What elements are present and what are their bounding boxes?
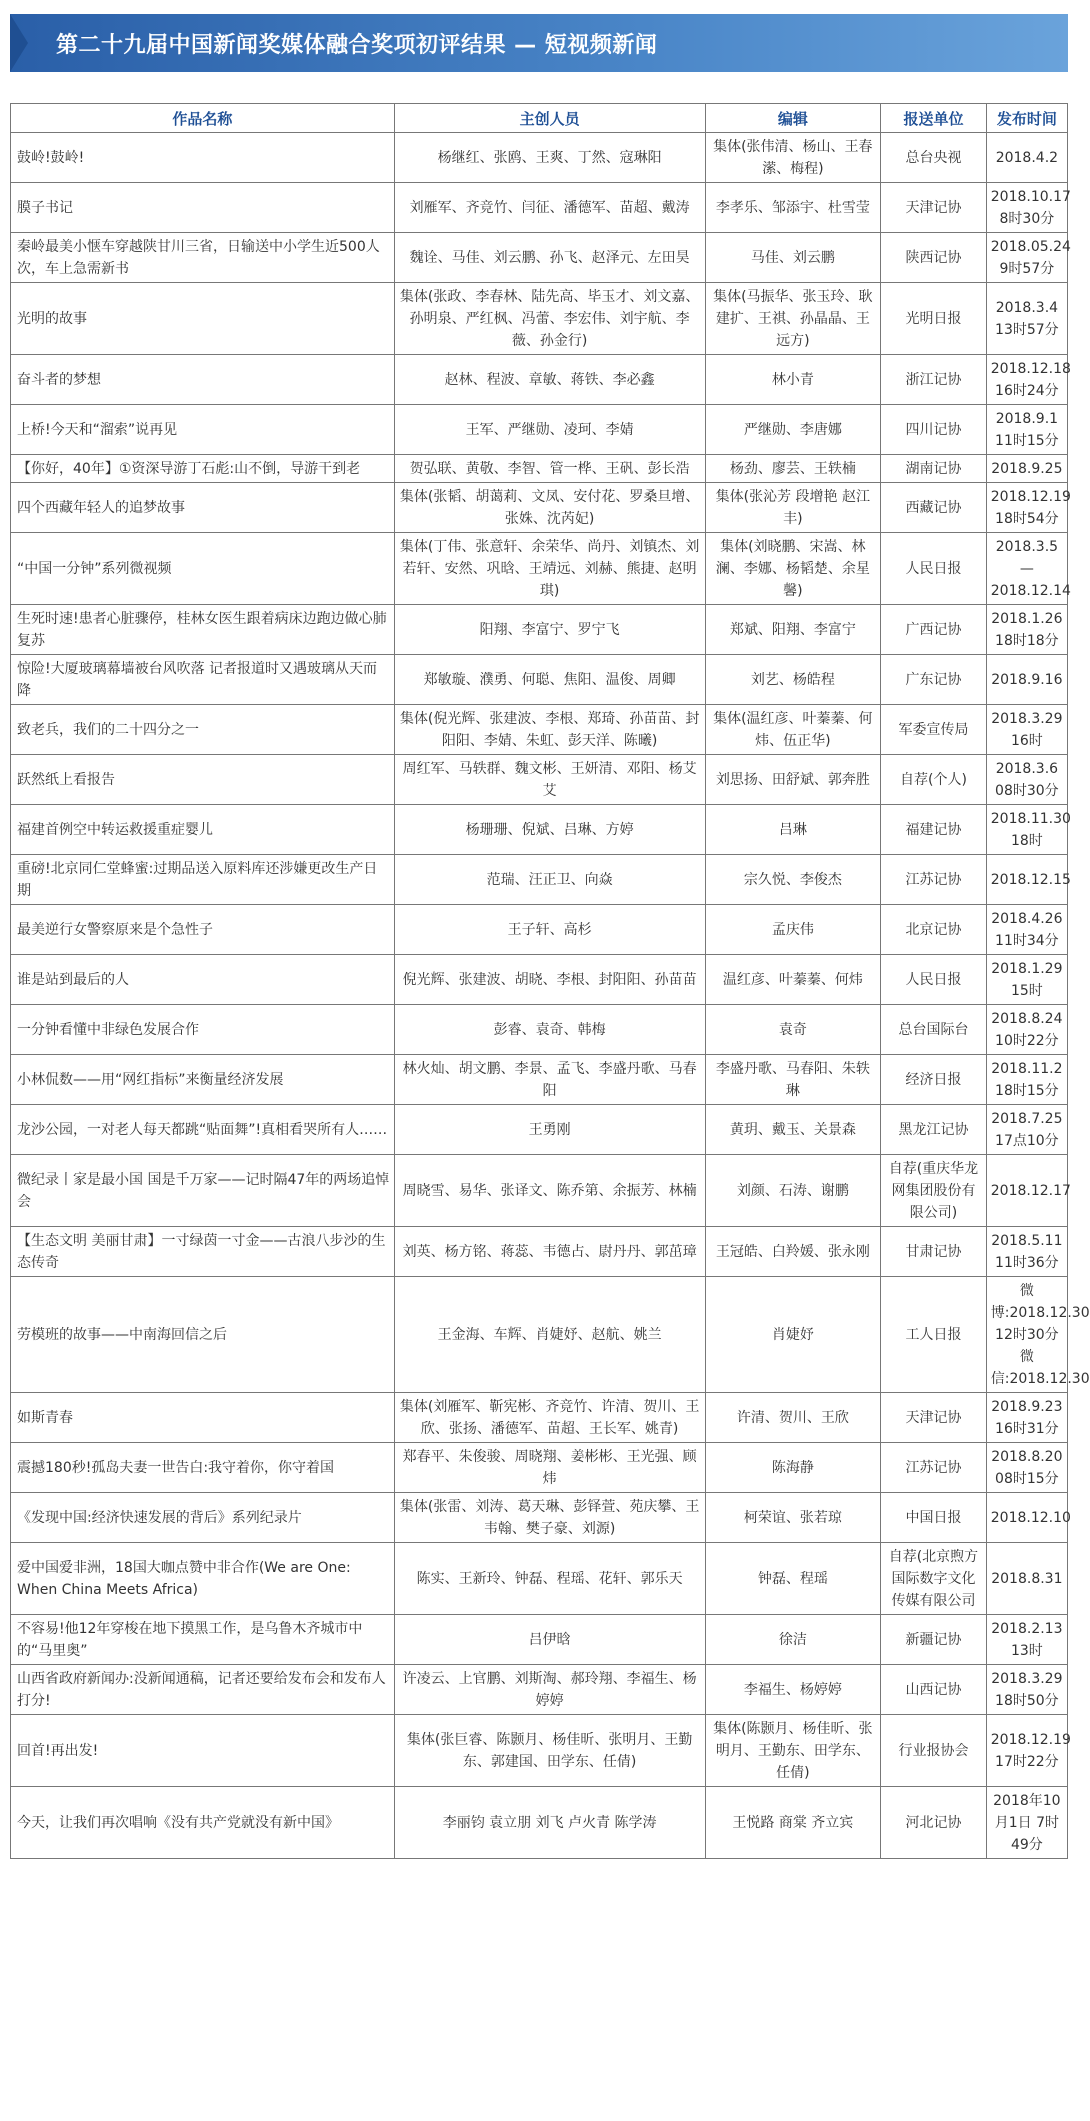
table-row (11, 483, 1068, 533)
cell-editors: 宗久悦、李俊杰 (705, 855, 881, 905)
cell-unit: 甘肃记协 (881, 1227, 987, 1277)
table-row (11, 605, 1068, 655)
cell-title: 一分钟看懂中非绿色发展合作 (11, 1005, 395, 1055)
cell-date: 2018.3.29 16时 (986, 705, 1067, 755)
cell-editors: 集体(张伟清、杨山、王春潆、梅程) (705, 133, 881, 183)
cell-title: 四个西藏年轻人的追梦故事 (11, 483, 395, 533)
results-table (10, 103, 1090, 1859)
cell-creators: 周红军、马轶群、魏文彬、王妍清、邓阳、杨艾艾 (394, 755, 705, 805)
table-header-row (11, 104, 1068, 133)
table-row (11, 905, 1068, 955)
table-row (11, 955, 1068, 1005)
cell-creators: 范瑞、汪正卫、向焱 (394, 855, 705, 905)
cell-creators: 许凌云、上官鹏、刘斯淘、郝玲翔、李福生、杨婷婷 (394, 1665, 705, 1715)
cell-title: 鼓岭!鼓岭! (11, 133, 395, 183)
cell-creators: 刘雁军、齐竞竹、闫征、潘德军、苗超、戴涛 (394, 183, 705, 233)
cell-title: 福建首例空中转运救援重症婴儿 (11, 805, 395, 855)
cell-title: 最美逆行女警察原来是个急性子 (11, 905, 395, 955)
table-row (11, 705, 1068, 755)
header-title: 作品名称 (11, 104, 395, 133)
cell-editors: 黄玥、戴玉、关景森 (705, 1105, 881, 1155)
cell-creators: 李丽钧 袁立朋 刘飞 卢火青 陈学涛 (394, 1787, 705, 1859)
table-row (11, 1005, 1068, 1055)
cell-title: 光明的故事 (11, 283, 395, 355)
cell-unit: 北京记协 (881, 905, 987, 955)
cell-unit: 山西记协 (881, 1665, 987, 1715)
table-row (11, 1443, 1068, 1493)
cell-title: 【生态文明 美丽甘肃】一寸绿茵一寸金——古浪八步沙的生态传奇 (11, 1227, 395, 1277)
cell-creators: 王军、严继勋、凌珂、李婧 (394, 405, 705, 455)
cell-date: 2018.10.17 8时30分 (986, 183, 1067, 233)
cell-title: “中国一分钟”系列微视频 (11, 533, 395, 605)
cell-unit: 湖南记协 (881, 455, 987, 483)
cell-editors: 王悦路 商棠 齐立宾 (705, 1787, 881, 1859)
table-row (11, 283, 1068, 355)
cell-editors: 刘艺、杨皓程 (705, 655, 881, 705)
table-row (11, 533, 1068, 605)
cell-title: 不容易!他12年穿梭在地下摸黑工作，是乌鲁木齐城市中的“马里奥” (11, 1615, 395, 1665)
table-row (11, 1715, 1068, 1787)
cell-editors: 集体(陈颢月、杨佳昕、张明月、王勤东、田学东、任倩) (705, 1715, 881, 1787)
cell-unit: 黑龙江记协 (881, 1105, 987, 1155)
cell-creators: 王子轩、高杉 (394, 905, 705, 955)
cell-title: 秦岭最美小惬车穿越陕甘川三省，日输送中小学生近500人次，车上急需新书 (11, 233, 395, 283)
cell-date: 2018.4.2 (986, 133, 1067, 183)
cell-editors: 王冠皓、白羚媛、张永刚 (705, 1227, 881, 1277)
cell-creators: 郑春平、朱俊骏、周晓翔、姜彬彬、王光强、顾炜 (394, 1443, 705, 1493)
table-row (11, 455, 1068, 483)
cell-creators: 集体(张巨睿、陈颢月、杨佳昕、张明月、王勤东、郭建国、田学东、任倩) (394, 1715, 705, 1787)
cell-date: 2018.11.30 18时 (986, 805, 1067, 855)
cell-editors: 集体(刘晓鹏、宋嵩、林澜、李娜、杨韬楚、余星馨) (705, 533, 881, 605)
cell-editors: 集体(马振华、张玉玲、耿建扩、王祺、孙晶晶、王远方) (705, 283, 881, 355)
cell-creators: 集体(张雷、刘涛、葛天琳、彭铎萱、苑庆攀、王韦翰、樊子豪、刘源) (394, 1493, 705, 1543)
cell-unit: 广东记协 (881, 655, 987, 705)
header-date: 发布时间 (986, 104, 1067, 133)
cell-unit: 浙江记协 (881, 355, 987, 405)
cell-title: 重磅!北京同仁堂蜂蜜:过期品送入原料库还涉嫌更改生产日期 (11, 855, 395, 905)
cell-editors: 肖婕妤 (705, 1277, 881, 1393)
header-creators: 主创人员 (394, 104, 705, 133)
cell-unit: 人民日报 (881, 533, 987, 605)
cell-title: 奋斗者的梦想 (11, 355, 395, 405)
cell-unit: 河北记协 (881, 1787, 987, 1859)
cell-editors: 徐洁 (705, 1615, 881, 1665)
title-banner (10, 14, 1068, 72)
cell-creators: 赵林、程波、章敏、蒋铁、李必鑫 (394, 355, 705, 405)
cell-title: 膜子书记 (11, 183, 395, 233)
table-row (11, 183, 1068, 233)
cell-title: 跃然纸上看报告 (11, 755, 395, 805)
table-row (11, 755, 1068, 805)
cell-editors: 孟庆伟 (705, 905, 881, 955)
cell-creators: 彭睿、袁奇、韩梅 (394, 1005, 705, 1055)
cell-unit: 江苏记协 (881, 1443, 987, 1493)
cell-title: 震撼180秒!孤岛夫妻一世告白:我守着你，你守着国 (11, 1443, 395, 1493)
table-row (11, 1227, 1068, 1277)
cell-title: 生死时速!患者心脏骤停，桂林女医生跟着病床边跑边做心肺复苏 (11, 605, 395, 655)
cell-date: 微博:2018.12.30 12时30分 微信:2018.12.30 (986, 1277, 1067, 1393)
cell-unit: 陕西记协 (881, 233, 987, 283)
table-row (11, 655, 1068, 705)
table-row (11, 1543, 1068, 1615)
cell-editors: 吕琳 (705, 805, 881, 855)
cell-editors: 马佳、刘云鹏 (705, 233, 881, 283)
cell-unit: 天津记协 (881, 1393, 987, 1443)
cell-date: 2018.3.29 18时50分 (986, 1665, 1067, 1715)
cell-creators: 阳翔、李富宁、罗宁飞 (394, 605, 705, 655)
cell-title: 致老兵，我们的二十四分之一 (11, 705, 395, 755)
cell-unit: 新疆记协 (881, 1615, 987, 1665)
cell-creators: 林火灿、胡文鹏、李景、孟飞、李盛丹歌、马春阳 (394, 1055, 705, 1105)
table-row (11, 1393, 1068, 1443)
cell-creators: 集体(张韬、胡蔼莉、文凤、安付花、罗桑旦增、张姝、沈芮妃) (394, 483, 705, 533)
cell-creators: 王金海、车辉、肖婕妤、赵航、姚兰 (394, 1277, 705, 1393)
cell-date: 2018.9.16 (986, 655, 1067, 705)
cell-editors: 刘颜、石涛、谢鹏 (705, 1155, 881, 1227)
cell-date: 2018.8.24 10时22分 (986, 1005, 1067, 1055)
cell-date: 2018.2.13 13时 (986, 1615, 1067, 1665)
cell-date: 2018.8.31 (986, 1543, 1067, 1615)
cell-editors: 温红彦、叶蓁蓁、何炜 (705, 955, 881, 1005)
cell-title: 劳模班的故事——中南海回信之后 (11, 1277, 395, 1393)
cell-unit: 天津记协 (881, 183, 987, 233)
cell-editors: 柯荣谊、张若琼 (705, 1493, 881, 1543)
cell-unit: 工人日报 (881, 1277, 987, 1393)
table-row (11, 405, 1068, 455)
cell-date: 2018.5.11 11时36分 (986, 1227, 1067, 1277)
cell-unit: 西藏记协 (881, 483, 987, 533)
cell-title: 龙沙公园，一对老人每天都跳“贴面舞”!真相看哭所有人…… (11, 1105, 395, 1155)
cell-unit: 广西记协 (881, 605, 987, 655)
table-row (11, 355, 1068, 405)
cell-date: 2018.3.6 08时30分 (986, 755, 1067, 805)
table-row (11, 1055, 1068, 1105)
cell-editors: 许清、贺川、王欣 (705, 1393, 881, 1443)
table-row (11, 1615, 1068, 1665)
cell-unit: 总台央视 (881, 133, 987, 183)
cell-unit: 四川记协 (881, 405, 987, 455)
cell-unit: 自荐(北京煦方国际数字文化传媒有限公司 (881, 1543, 987, 1615)
table-row (11, 805, 1068, 855)
cell-title: 小林侃数——用“网红指标”来衡量经济发展 (11, 1055, 395, 1105)
cell-unit: 光明日报 (881, 283, 987, 355)
cell-date: 2018.1.26 18时18分 (986, 605, 1067, 655)
banner-arrow-icon (10, 14, 28, 72)
cell-title: 《发现中国:经济快速发展的背后》系列纪录片 (11, 1493, 395, 1543)
cell-editors: 杨劲、廖芸、王轶楠 (705, 455, 881, 483)
cell-date: 2018.8.20 08时15分 (986, 1443, 1067, 1493)
cell-title: 爱中国爱非洲，18国大咖点赞中非合作(We are One: When China Meets Africa) (11, 1543, 395, 1615)
cell-unit: 中国日报 (881, 1493, 987, 1543)
table-row (11, 855, 1068, 905)
cell-title: 回首!再出发! (11, 1715, 395, 1787)
cell-editors: 李孝乐、邹添宇、杜雪莹 (705, 183, 881, 233)
cell-date: 2018.12.10 (986, 1493, 1067, 1543)
cell-date: 2018.12.17 (986, 1155, 1067, 1227)
cell-title: 微纪录丨家是最小国 国是千万家——记时隔47年的两场追悼会 (11, 1155, 395, 1227)
cell-unit: 自荐(重庆华龙网集团股份有限公司) (881, 1155, 987, 1227)
cell-editors: 刘思扬、田舒斌、郭奔胜 (705, 755, 881, 805)
cell-date: 2018.9.1 11时15分 (986, 405, 1067, 455)
cell-editors: 李盛丹歌、马春阳、朱轶琳 (705, 1055, 881, 1105)
cell-creators: 杨珊珊、倪斌、吕琳、方婷 (394, 805, 705, 855)
table-row (11, 1665, 1068, 1715)
cell-date: 2018.12.18 16时24分 (986, 355, 1067, 405)
cell-editors: 李福生、杨婷婷 (705, 1665, 881, 1715)
cell-unit: 人民日报 (881, 955, 987, 1005)
table-row (11, 1105, 1068, 1155)
cell-title: 如斯青春 (11, 1393, 395, 1443)
cell-unit: 行业报协会 (881, 1715, 987, 1787)
cell-title: 谁是站到最后的人 (11, 955, 395, 1005)
cell-date: 2018年10月1日 7时49分 (986, 1787, 1067, 1859)
cell-date: 2018.9.25 (986, 455, 1067, 483)
cell-date: 2018.12.19 17时22分 (986, 1715, 1067, 1787)
cell-editors: 钟磊、程瑶 (705, 1543, 881, 1615)
cell-editors: 郑斌、阳翔、李富宁 (705, 605, 881, 655)
cell-creators: 魏诠、马佳、刘云鹏、孙飞、赵泽元、左田昊 (394, 233, 705, 283)
table-row (11, 1787, 1068, 1859)
cell-creators: 王勇刚 (394, 1105, 705, 1155)
cell-unit: 总台国际台 (881, 1005, 987, 1055)
cell-creators: 陈实、王新玲、钟磊、程瑶、花轩、郭乐天 (394, 1543, 705, 1615)
cell-creators: 集体(倪光辉、张建波、李根、郑琦、孙苗苗、封阳阳、李婧、朱虹、彭天洋、陈曦) (394, 705, 705, 755)
cell-editors: 严继勋、李唐娜 (705, 405, 881, 455)
cell-unit: 军委宣传局 (881, 705, 987, 755)
cell-editors: 林小青 (705, 355, 881, 405)
cell-editors: 陈海静 (705, 1443, 881, 1493)
cell-unit: 自荐(个人) (881, 755, 987, 805)
cell-date: 2018.11.2 18时15分 (986, 1055, 1067, 1105)
cell-title: 【你好，40年】①资深导游丁石彪:山不倒，导游干到老 (11, 455, 395, 483)
cell-creators: 杨继红、张鸥、王爽、丁然、寇琳阳 (394, 133, 705, 183)
table-row (11, 133, 1068, 183)
table-row (11, 1493, 1068, 1543)
cell-title: 上桥!今天和“溜索”说再见 (11, 405, 395, 455)
header-unit: 报送单位 (881, 104, 987, 133)
cell-creators: 刘英、杨方铭、蒋蕊、韦德占、尉丹丹、郭茁璋 (394, 1227, 705, 1277)
cell-date: 2018.3.4 13时57分 (986, 283, 1067, 355)
table-row (11, 1277, 1068, 1393)
cell-editors: 袁奇 (705, 1005, 881, 1055)
cell-title: 今天，让我们再次唱响《没有共产党就没有新中国》 (11, 1787, 395, 1859)
cell-editors: 集体(温红彦、叶蓁蓁、何炜、伍正华) (705, 705, 881, 755)
cell-creators: 集体(刘雁军、靳宪彬、齐竞竹、许清、贺川、王欣、张扬、潘德军、苗超、王长军、姚青) (394, 1393, 705, 1443)
cell-unit: 江苏记协 (881, 855, 987, 905)
cell-date: 2018.12.19 18时54分 (986, 483, 1067, 533)
cell-date: 2018.4.26 11时34分 (986, 905, 1067, 955)
table-row (11, 1155, 1068, 1227)
cell-creators: 倪光辉、张建波、胡晓、李根、封阳阳、孙苗苗 (394, 955, 705, 1005)
cell-title: 山西省政府新闻办:没新闻通稿，记者还要给发布会和发布人打分! (11, 1665, 395, 1715)
cell-creators: 贺弘联、黄敬、李智、管一桦、王矾、彭长浩 (394, 455, 705, 483)
cell-date: 2018.05.24 9时57分 (986, 233, 1067, 283)
cell-date: 2018.9.23 16时31分 (986, 1393, 1067, 1443)
cell-creators: 集体(张政、李春林、陆先高、毕玉才、刘文嘉、孙明泉、严红枫、冯蕾、李宏伟、刘宇航、李薇、孙金行) (394, 283, 705, 355)
cell-creators: 集体(丁伟、张意轩、余荣华、尚丹、刘镇杰、刘若轩、安然、巩晗、王靖远、刘赫、熊捷、赵明琪) (394, 533, 705, 605)
page-title: 第二十九届中国新闻奖媒体融合奖项初评结果 — 短视频新闻 (56, 32, 658, 58)
cell-date: 2018.1.29 15时 (986, 955, 1067, 1005)
cell-creators: 郑敏璇、濮勇、何聪、焦阳、温俊、周卿 (394, 655, 705, 705)
cell-creators: 周晓雪、易华、张译文、陈乔第、余振芳、林楠 (394, 1155, 705, 1227)
table-row (11, 233, 1068, 283)
cell-date: 2018.3.5—2018.12.14 (986, 533, 1067, 605)
cell-title: 惊险!大厦玻璃幕墙被台风吹落 记者报道时又遇玻璃从天而降 (11, 655, 395, 705)
cell-unit: 经济日报 (881, 1055, 987, 1105)
cell-date: 2018.7.25 17点10分 (986, 1105, 1067, 1155)
cell-editors: 集体(张沁芳 段增艳 赵江丰) (705, 483, 881, 533)
cell-creators: 吕伊晗 (394, 1615, 705, 1665)
header-editors: 编辑 (705, 104, 881, 133)
cell-unit: 福建记协 (881, 805, 987, 855)
cell-date: 2018.12.15 (986, 855, 1067, 905)
